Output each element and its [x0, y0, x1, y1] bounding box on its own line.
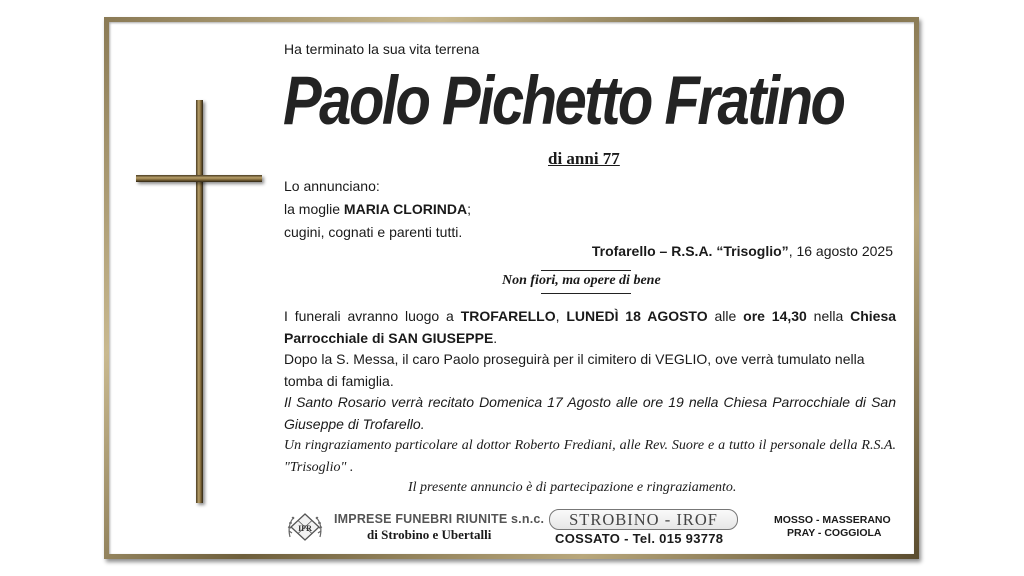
- wife-name: MARIA CLORINDA: [343, 201, 468, 217]
- place-date: Trofarello – R.S.A. “Trisoglio”, 16 agosto 2025: [591, 243, 893, 259]
- contact-phone: COSSATO - Tel. 015 93778: [555, 531, 724, 546]
- announcers-wife: la moglie MARIA CLORINDA;: [284, 201, 471, 217]
- company-owners: di Strobino e Ubertalli: [367, 527, 492, 542]
- funeral-paragraph: I funerali avranno luogo a TROFARELLO, LUNEDÌ 18 AGOSTO alle ore 14,30 nella Chiesa Parrocchiale di SAN GIUSEPPE.: [284, 308, 897, 346]
- non-fiori-text: Non fiori, ma opere di bene: [502, 273, 661, 288]
- announcers-heading: Lo annunciano:: [284, 178, 380, 194]
- deceased-name: Paolo Pichetto Fratino: [283, 62, 844, 140]
- place-name: Trofarello – R.S.A. “Trisoglio”: [591, 243, 789, 259]
- announcers-relatives: cugini, cognati e parenti tutti.: [284, 224, 463, 240]
- cross-icon-arm: [136, 175, 262, 182]
- closing-text: Il presente annuncio è di partecipazione e ringraziamento.: [408, 480, 737, 495]
- rosary-paragraph: Il Santo Rosario verrà recitato Domenica 17 Agosto alle ore 19 nella Chiesa Parrocchiale di San Giuseppe di Trofarello.: [284, 394, 896, 432]
- branch-towns-2: PRAY - COGGIOLA: [787, 527, 882, 539]
- burial-paragraph: Dopo la S. Messa, il caro Paolo proseguirà per il cimitero di VEGLIO, ove verrà tumulato nella tomba di famiglia.: [284, 351, 865, 389]
- thanks-paragraph: Un ringraziamento particolare al dottor Roberto Frediani, alle Rev. Suore e a tutto il personale della R.S.A. "Trisoglio" .: [284, 438, 896, 475]
- divider-bottom: [541, 293, 631, 294]
- logo-letters: IFR: [298, 524, 312, 533]
- funeral-home-logo-icon: [286, 511, 324, 543]
- company-name: IMPRESE FUNEBRI RIUNITE s.n.c.: [334, 512, 545, 526]
- age-text: di anni 77: [548, 149, 620, 168]
- branch-towns-1: MOSSO - MASSERANO: [774, 514, 891, 526]
- divider-top: [541, 270, 631, 271]
- brand-name: STROBINO - IROF: [569, 510, 718, 529]
- intro-text: Ha terminato la sua vita terrena: [284, 41, 480, 57]
- cross-icon: [196, 100, 203, 503]
